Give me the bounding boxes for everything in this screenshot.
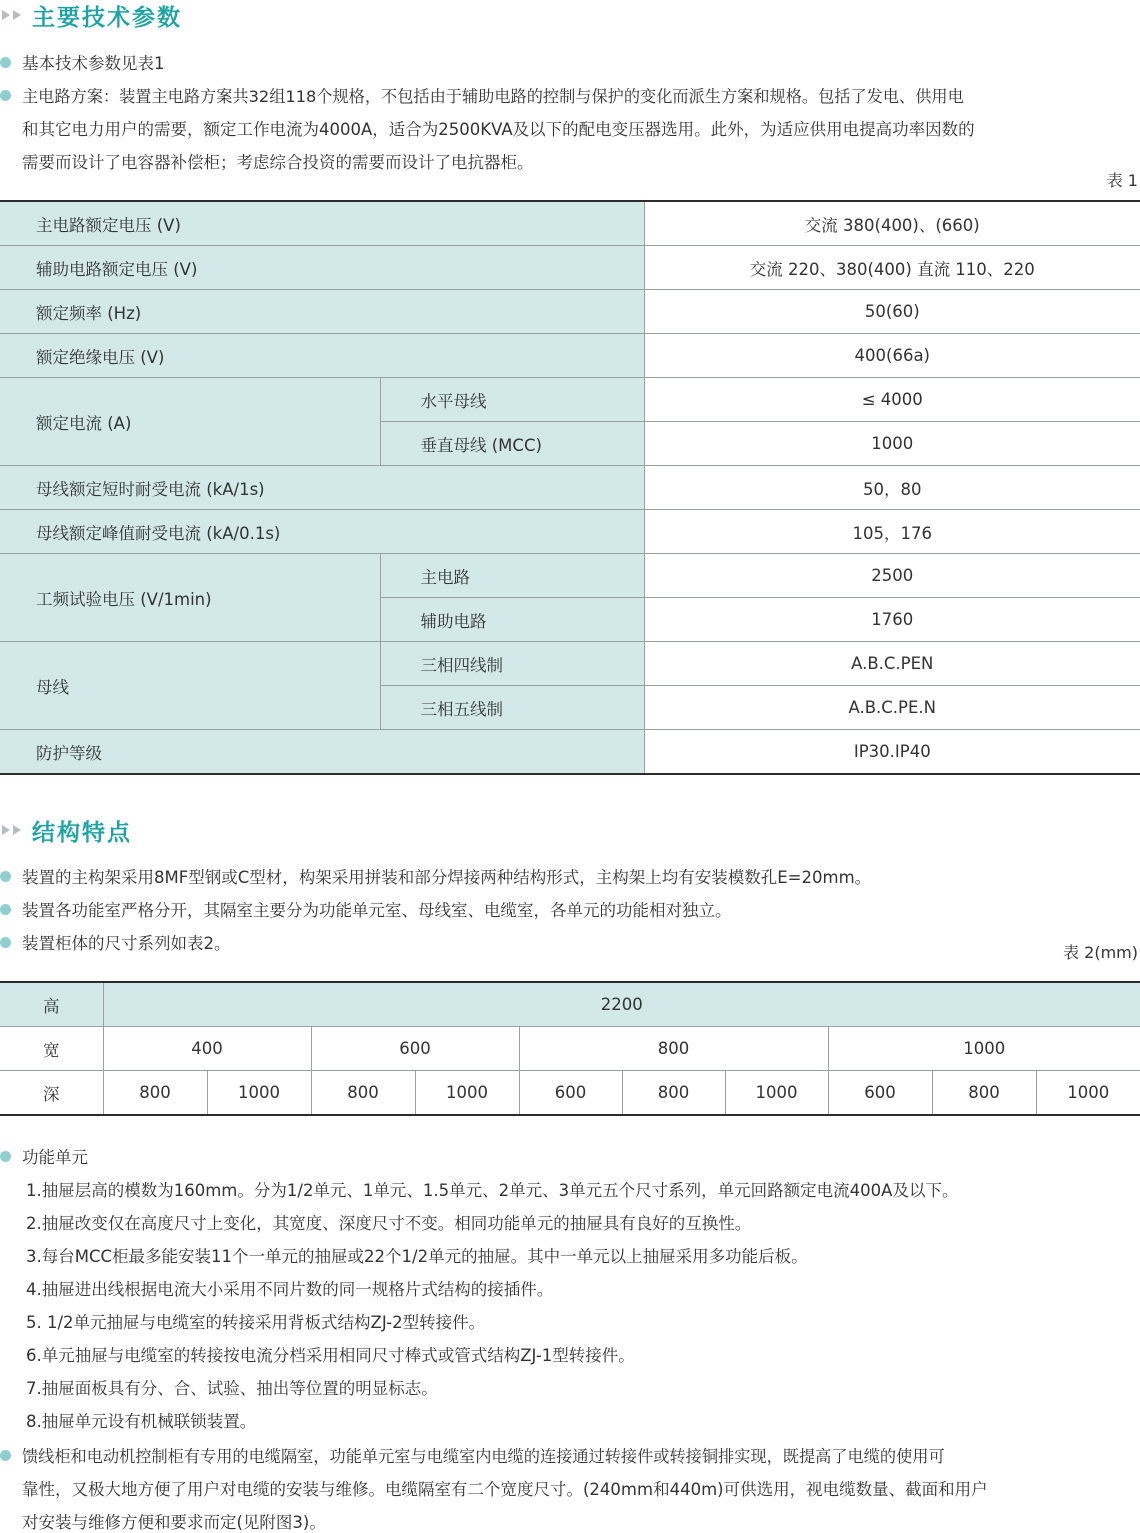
bullet-item: 馈线柜和电动机控制柜有专用的电缆隔室，功能单元室与电缆室内电缆的连接通过转接件或转接铜排实现，既提高了电缆的使用可	[0, 1443, 945, 1467]
section-heading-structure	[0, 815, 132, 845]
list-item: 4.抽屉进出线根据电流大小采用不同片数的同一规格片式结构的接插件。	[26, 1280, 554, 1299]
list-item: 5. 1/2单元抽屉与电缆室的转接采用背板式结构ZJ-2型转接件。	[26, 1313, 486, 1332]
table-row: 垂直母线 (MCC) 1000	[0, 422, 1140, 466]
table-row: 母线额定短时耐受电流 (kA/1s) 50，80	[0, 466, 1140, 510]
table-caption: 表 1	[1106, 171, 1138, 190]
table-row: 宽 400 600 800 1000	[0, 1027, 1140, 1071]
bullet-item: 功能单元	[0, 1144, 88, 1168]
bullet-item: 基本技术参数见表1	[0, 50, 165, 74]
bullet-continuation: 和其它电力用户的需要，额定工作电流为4000A，适合为2500KVA及以下的配电变压器选用。此外，为适应供用电提高功率因数的	[22, 120, 975, 139]
table-row: 高 2200	[0, 982, 1140, 1027]
table-row: 防护等级 IP30.IP40	[0, 730, 1140, 775]
double-arrow-icon	[2, 825, 24, 835]
table-row: 额定频率 (Hz) 50(60)	[0, 290, 1140, 334]
list-item: 2.抽屉改变仅在高度尺寸上变化，其宽度、深度尺寸不变。相同功能单元的抽屉具有良好的互换性。	[26, 1214, 752, 1233]
bullet-item: 装置柜体的尺寸系列如表2。	[0, 930, 231, 954]
table-row: 辅助电路 1760	[0, 598, 1140, 642]
cabinet-size-table	[0, 981, 1140, 1116]
table-row: 工频试验电压 (V/1min) 主电路 2500	[0, 554, 1140, 598]
list-item: 6.单元抽屉与电缆室的转接按电流分档采用相同尺寸棒式或管式结构ZJ-1型转接件。	[26, 1346, 635, 1365]
bullet-dot-icon	[0, 937, 11, 948]
bullet-continuation: 对安装与维修方便和要求而定(见附图3)。	[22, 1513, 326, 1532]
bullet-dot-icon	[0, 57, 11, 68]
table-row: 额定电流 (A) 水平母线 ≤ 4000	[0, 378, 1140, 422]
table-row: 三相五线制 A.B.C.PE.N	[0, 686, 1140, 730]
table-row: 深 800 1000 800 1000 600 800 1000 600 800 1000	[0, 1071, 1140, 1116]
bullet-dot-icon	[0, 1151, 11, 1162]
double-arrow-icon	[2, 10, 24, 20]
bullet-dot-icon	[0, 904, 11, 915]
bullet-dot-icon	[0, 1450, 11, 1461]
bullet-dot-icon	[0, 90, 11, 101]
bullet-item: 装置的主构架采用8MF型钢或C型材，构架采用拼装和部分焊接两种结构形式，主构架上均有安装模数孔E=20mm。	[0, 864, 871, 888]
section-title: 主要技术参数	[32, 4, 182, 31]
table-caption: 表 2(mm)	[1063, 943, 1138, 962]
list-item: 3.每台MCC柜最多能安装11个一单元的抽屉或22个1/2单元的抽屉。其中一单元以上抽屉采用多功能后板。	[26, 1247, 808, 1266]
table-row: 额定绝缘电压 (V) 400(66a)	[0, 334, 1140, 378]
list-item: 8.抽屉单元设有机械联锁装置。	[26, 1412, 257, 1431]
table-row: 辅助电路额定电压 (V) 交流 220、380(400) 直流 110、220	[0, 246, 1140, 290]
bullet-dot-icon	[0, 871, 11, 882]
section-title: 结构特点	[32, 819, 132, 846]
tech-params-table	[0, 200, 1140, 775]
bullet-continuation: 需要而设计了电容器补偿柜；考虑综合投资的需要而设计了电抗器柜。	[22, 153, 534, 172]
table-row: 主电路额定电压 (V) 交流 380(400)、(660)	[0, 201, 1140, 246]
list-item: 1.抽屉层高的模数为160mm。分为1/2单元、1单元、1.5单元、2单元、3单元五个尺寸系列，单元回路额定电流400A及以下。	[26, 1181, 959, 1200]
bullet-item: 主电路方案：装置主电路方案共32组118个规格，不包括由于辅助电路的控制与保护的变化而派生方案和规格。包括了发电、供用电	[0, 83, 964, 107]
bullet-item: 装置各功能室严格分开，其隔室主要分为功能单元室、母线室、电缆室，各单元的功能相对独立。	[0, 897, 732, 921]
table-row: 母线额定峰值耐受电流 (kA/0.1s) 105，176	[0, 510, 1140, 554]
bullet-continuation: 靠性，又极大地方便了用户对电缆的安装与维修。电缆隔室有二个宽度尺寸。(240mm和440m)可供选用，视电缆数量、截面和用户	[22, 1480, 988, 1499]
section-heading-tech-params	[0, 0, 182, 30]
table-row: 母线 三相四线制 A.B.C.PEN	[0, 642, 1140, 686]
list-item: 7.抽屉面板具有分、合、试验、抽出等位置的明显标志。	[26, 1379, 438, 1398]
